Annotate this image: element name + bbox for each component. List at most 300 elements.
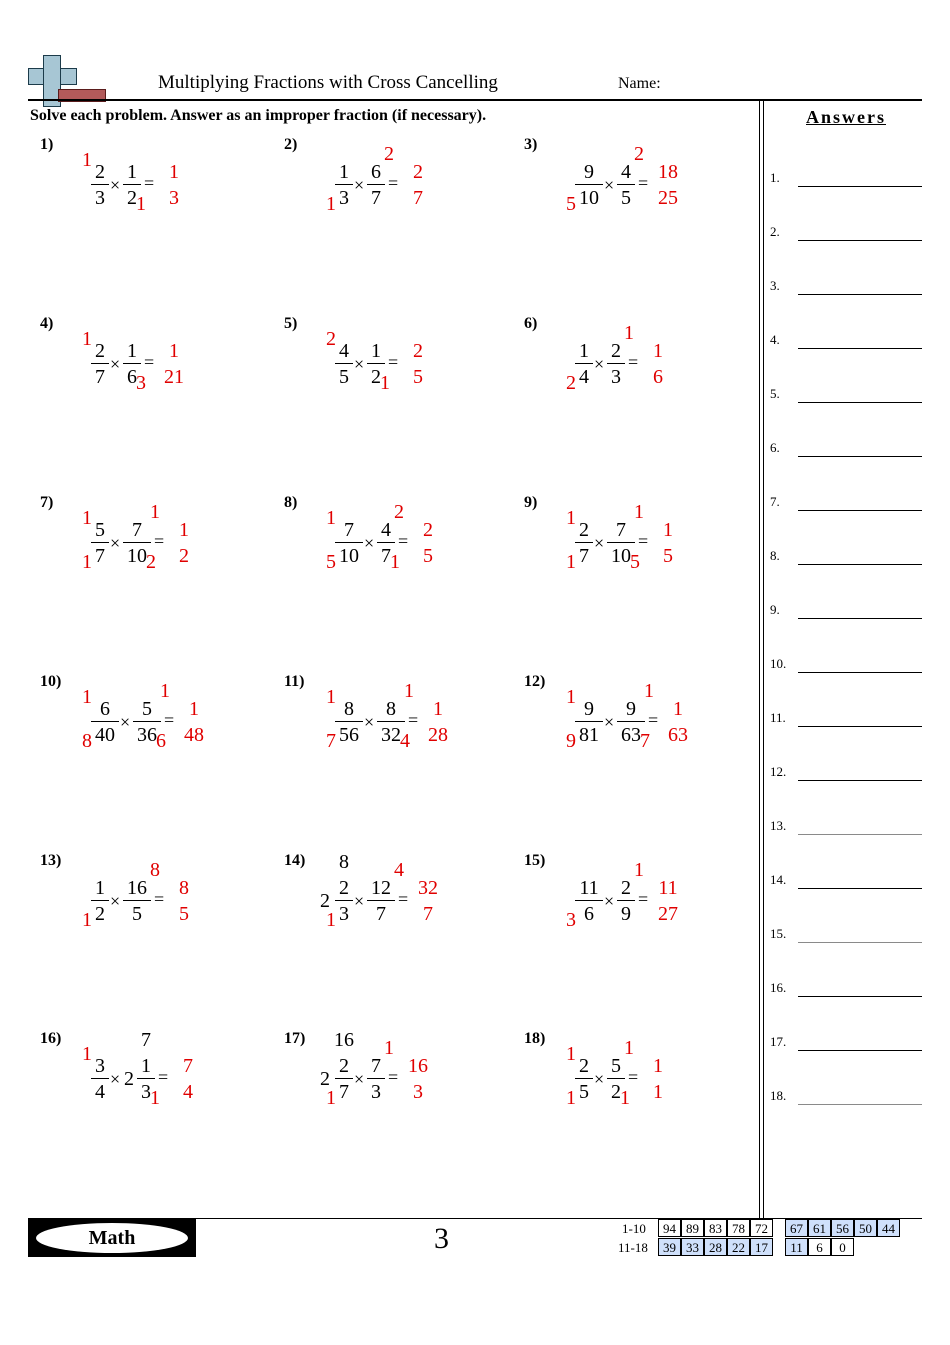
answer-denominator: 7 xyxy=(423,903,433,925)
numerator: 12 xyxy=(371,877,391,899)
answer-line[interactable] xyxy=(798,780,922,781)
fraction-bar xyxy=(91,721,119,722)
fraction-bar xyxy=(335,542,363,543)
denominator: 40 xyxy=(95,724,115,746)
problem xyxy=(524,852,744,942)
cross-cancel-value: 1 xyxy=(634,859,644,881)
answer-numerator: 7 xyxy=(183,1055,193,1077)
cross-cancel-value: 1 xyxy=(620,1087,630,1109)
answer-line[interactable] xyxy=(798,834,922,835)
problem xyxy=(40,673,260,763)
denominator: 4 xyxy=(95,1081,105,1103)
problem xyxy=(284,315,504,405)
equals-sign: = xyxy=(144,173,155,193)
numerator: 7 xyxy=(344,519,354,541)
numerator: 2 xyxy=(339,877,349,899)
answer-numerator: 1 xyxy=(663,519,673,541)
cross-cancel-value: 1 xyxy=(150,501,160,523)
denominator: 3 xyxy=(339,903,349,925)
numerator: 2 xyxy=(95,340,105,362)
cross-cancel-value: 4 xyxy=(394,859,404,881)
answer-number: 13. xyxy=(770,818,787,833)
problem-number: 5) xyxy=(284,315,298,332)
score-cell: 61 xyxy=(808,1219,831,1237)
answers-title: Answers xyxy=(806,107,886,127)
cross-cancel-value: 4 xyxy=(400,730,410,752)
worksheet-title: Multiplying Fractions with Cross Cancelling xyxy=(158,72,498,93)
numerator: 1 xyxy=(579,340,589,362)
denominator: 7 xyxy=(95,545,105,567)
problem xyxy=(40,315,260,405)
cross-cancel-value: 2 xyxy=(566,372,576,394)
denominator: 56 xyxy=(339,724,359,746)
problem xyxy=(524,1030,744,1120)
numerator: 1 xyxy=(127,340,137,362)
problem xyxy=(284,494,504,584)
cross-cancel-value: 1 xyxy=(136,193,146,215)
cross-cancel-value: 3 xyxy=(136,372,146,394)
fraction-bar xyxy=(91,1078,109,1079)
answer-denominator: 4 xyxy=(183,1081,193,1103)
denominator: 3 xyxy=(371,1081,381,1103)
denominator: 81 xyxy=(579,724,599,746)
numerator: 7 xyxy=(616,519,626,541)
cross-cancel-value: 1 xyxy=(644,680,654,702)
equals-sign: = xyxy=(388,352,399,372)
denominator: 6 xyxy=(584,903,594,925)
problem-number: 12) xyxy=(524,673,546,690)
cross-cancel-value: 1 xyxy=(160,680,170,702)
numerator: 7 xyxy=(132,519,142,541)
denominator: 10 xyxy=(579,187,599,209)
cross-cancel-value: 2 xyxy=(394,501,404,523)
answer-line[interactable] xyxy=(798,942,922,943)
problem-number: 3) xyxy=(524,136,538,153)
problem xyxy=(40,494,260,584)
score-cell: 0 xyxy=(831,1238,854,1256)
times-sign: × xyxy=(354,175,365,195)
cross-cancel-value: 1 xyxy=(566,1043,576,1065)
problem xyxy=(524,673,744,763)
cross-cancel-value: 1 xyxy=(390,551,400,573)
math-badge-label: Math xyxy=(36,1223,188,1253)
denominator: 2 xyxy=(95,903,105,925)
problem-number: 15) xyxy=(524,852,546,869)
score-cell: 83 xyxy=(704,1219,727,1237)
answer-denominator: 5 xyxy=(179,903,189,925)
fraction-bar xyxy=(123,542,151,543)
problem-number: 14) xyxy=(284,852,306,869)
problem-number: 2) xyxy=(284,136,298,153)
answer-numerator: 1 xyxy=(189,698,199,720)
numerator: 7 xyxy=(371,1055,381,1077)
equals-sign: = xyxy=(628,352,639,372)
cross-cancel-value: 1 xyxy=(82,328,92,350)
answer-line[interactable] xyxy=(798,672,922,673)
answer-denominator: 3 xyxy=(413,1081,423,1103)
answer-line[interactable] xyxy=(798,1050,922,1051)
fraction-bar xyxy=(575,542,593,543)
numerator: 2 xyxy=(339,1055,349,1077)
instructions: Solve each problem. Answer as an improper fraction (if necessary). xyxy=(30,107,487,124)
answer-line[interactable] xyxy=(798,240,922,241)
problem-number: 1) xyxy=(40,136,54,153)
problem xyxy=(284,1030,504,1120)
denominator: 5 xyxy=(621,187,631,209)
math-badge xyxy=(28,1219,196,1257)
problem xyxy=(40,136,260,226)
times-sign: × xyxy=(604,175,615,195)
answer-numerator: 1 xyxy=(169,340,179,362)
denominator: 7 xyxy=(371,187,381,209)
answer-denominator: 21 xyxy=(164,366,184,388)
numerator: 16 xyxy=(127,877,147,899)
answer-denominator: 1 xyxy=(653,1081,663,1103)
fraction-bar xyxy=(91,542,109,543)
answer-number: 18. xyxy=(770,1088,787,1103)
cross-cancel-value: 9 xyxy=(566,730,576,752)
cross-cancel-value: 1 xyxy=(82,149,92,171)
numerator: 2 xyxy=(611,340,621,362)
cross-cancel-value: 1 xyxy=(326,686,336,708)
equals-sign: = xyxy=(628,1067,639,1087)
denominator: 7 xyxy=(95,366,105,388)
numerator: 6 xyxy=(100,698,110,720)
denominator: 5 xyxy=(339,366,349,388)
numerator: 9 xyxy=(626,698,636,720)
whole-number: 2 xyxy=(320,1068,330,1090)
problem-number: 11) xyxy=(284,673,305,690)
answer-number: 8. xyxy=(770,548,780,563)
score-cell: 56 xyxy=(831,1219,854,1237)
equals-sign: = xyxy=(158,1067,169,1087)
problem-number: 9) xyxy=(524,494,538,511)
times-sign: × xyxy=(110,533,121,553)
cross-cancel-value: 6 xyxy=(156,730,166,752)
fraction-bar xyxy=(123,363,141,364)
equals-sign: = xyxy=(154,531,165,551)
times-sign: × xyxy=(110,354,121,374)
fraction-bar xyxy=(575,900,603,901)
denominator: 2 xyxy=(371,366,381,388)
fraction-bar xyxy=(91,184,109,185)
times-sign: × xyxy=(110,891,121,911)
fraction-bar xyxy=(575,721,603,722)
numerator: 8 xyxy=(344,698,354,720)
answer-line[interactable] xyxy=(798,996,922,997)
denominator: 32 xyxy=(381,724,401,746)
times-sign: × xyxy=(354,354,365,374)
answer-denominator: 6 xyxy=(653,366,663,388)
answer-numerator: 16 xyxy=(408,1055,428,1077)
problem xyxy=(40,1030,260,1120)
denominator: 36 xyxy=(137,724,157,746)
cross-cancel-value: 1 xyxy=(82,686,92,708)
answer-line[interactable] xyxy=(798,456,922,457)
cross-cancel-value: 7 xyxy=(326,730,336,752)
answer-denominator: 7 xyxy=(413,187,423,209)
answer-line[interactable] xyxy=(798,1104,922,1105)
cross-cancel-value: 1 xyxy=(82,507,92,529)
answer-number: 6. xyxy=(770,440,780,455)
equals-sign: = xyxy=(388,173,399,193)
fraction-bar xyxy=(91,363,109,364)
problem-number: 10) xyxy=(40,673,62,690)
numerator: 4 xyxy=(621,161,631,183)
answer-denominator: 28 xyxy=(428,724,448,746)
cross-cancel-value: 2 xyxy=(634,143,644,165)
problem-number: 16) xyxy=(40,1030,62,1047)
cross-cancel-value: 2 xyxy=(326,328,336,350)
answer-numerator: 1 xyxy=(433,698,443,720)
problem-number: 6) xyxy=(524,315,538,332)
answer-numerator: 2 xyxy=(413,340,423,362)
score-cell: 89 xyxy=(681,1219,704,1237)
score-cell: 28 xyxy=(704,1238,727,1256)
score-cell: 44 xyxy=(877,1219,900,1237)
answers-divider-left xyxy=(759,101,760,1219)
answer-denominator: 3 xyxy=(169,187,179,209)
fraction-bar xyxy=(133,721,161,722)
answer-number: 12. xyxy=(770,764,787,779)
fraction-bar xyxy=(335,1078,353,1079)
cross-cancel-value: 1 xyxy=(404,680,414,702)
denominator: 7 xyxy=(579,545,589,567)
cross-cancel-value: 2 xyxy=(384,143,394,165)
cross-cancel-value: 7 xyxy=(640,730,650,752)
whole-number: 2 xyxy=(320,890,330,912)
answer-numerator: 1 xyxy=(179,519,189,541)
score-label-11-18: 11-18 xyxy=(618,1240,648,1255)
fraction-bar xyxy=(137,1078,155,1079)
denominator: 6 xyxy=(127,366,137,388)
cross-cancel-value: 1 xyxy=(150,1087,160,1109)
numerator: 4 xyxy=(339,340,349,362)
fraction-bar xyxy=(607,542,635,543)
problem-number: 7) xyxy=(40,494,54,511)
answer-numerator: 1 xyxy=(673,698,683,720)
problem xyxy=(284,852,504,942)
fraction-bar xyxy=(367,900,395,901)
cross-cancel-value: 1 xyxy=(634,501,644,523)
score-cell: 94 xyxy=(658,1219,681,1237)
denominator: 3 xyxy=(339,187,349,209)
numerator: 1 xyxy=(127,161,137,183)
answer-numerator: 2 xyxy=(413,161,423,183)
times-sign: × xyxy=(594,1069,605,1089)
answer-line[interactable] xyxy=(798,348,922,349)
answer-numerator: 1 xyxy=(653,1055,663,1077)
cross-cancel-value: 2 xyxy=(146,551,156,573)
problem xyxy=(40,852,260,942)
cross-cancel-whole: 7 xyxy=(141,1029,151,1051)
answer-number: 16. xyxy=(770,980,787,995)
answer-numerator: 8 xyxy=(179,877,189,899)
denominator: 63 xyxy=(621,724,641,746)
denominator: 10 xyxy=(127,545,147,567)
fraction-bar xyxy=(607,363,625,364)
answer-line[interactable] xyxy=(798,564,922,565)
times-sign: × xyxy=(604,891,615,911)
numerator: 1 xyxy=(339,161,349,183)
answer-number: 1. xyxy=(770,170,780,185)
cross-cancel-value: 1 xyxy=(326,193,336,215)
name-label: Name: xyxy=(618,75,661,92)
answer-line[interactable] xyxy=(798,510,922,511)
numerator: 1 xyxy=(95,877,105,899)
cross-cancel-value: 3 xyxy=(566,909,576,931)
cross-cancel-value: 1 xyxy=(624,1037,634,1059)
numerator: 2 xyxy=(621,877,631,899)
score-cell: 22 xyxy=(727,1238,750,1256)
answer-number: 5. xyxy=(770,386,780,401)
fraction-bar xyxy=(575,363,593,364)
numerator: 1 xyxy=(371,340,381,362)
numerator: 8 xyxy=(386,698,396,720)
numerator: 11 xyxy=(579,877,599,899)
denominator: 9 xyxy=(621,903,631,925)
numerator: 9 xyxy=(584,698,594,720)
answer-line[interactable] xyxy=(798,294,922,295)
equals-sign: = xyxy=(638,889,649,909)
cross-cancel-whole: 16 xyxy=(334,1029,354,1051)
problem-number: 13) xyxy=(40,852,62,869)
answer-line[interactable] xyxy=(798,402,922,403)
times-sign: × xyxy=(354,891,365,911)
answer-denominator: 5 xyxy=(413,366,423,388)
problem-number: 4) xyxy=(40,315,54,332)
denominator: 2 xyxy=(127,187,137,209)
numerator: 1 xyxy=(141,1055,151,1077)
times-sign: × xyxy=(120,712,131,732)
header-divider xyxy=(28,99,922,101)
fraction-bar xyxy=(367,1078,385,1079)
answer-numerator: 2 xyxy=(423,519,433,541)
problem xyxy=(524,136,744,226)
cross-cancel-value: 1 xyxy=(624,322,634,344)
page-number: 3 xyxy=(434,1222,449,1255)
score-cell: 6 xyxy=(808,1238,831,1256)
equals-sign: = xyxy=(398,889,409,909)
fraction-bar xyxy=(575,1078,593,1079)
answer-number: 17. xyxy=(770,1034,787,1049)
answer-line[interactable] xyxy=(798,186,922,187)
score-cell: 67 xyxy=(785,1219,808,1237)
numerator: 2 xyxy=(95,161,105,183)
answer-numerator: 18 xyxy=(658,161,678,183)
denominator: 7 xyxy=(376,903,386,925)
whole-number: 2 xyxy=(124,1068,134,1090)
score-cell: 39 xyxy=(658,1238,681,1256)
answer-denominator: 48 xyxy=(184,724,204,746)
answer-denominator: 63 xyxy=(668,724,688,746)
times-sign: × xyxy=(594,354,605,374)
numerator: 5 xyxy=(611,1055,621,1077)
score-cell: 11 xyxy=(785,1238,808,1256)
fraction-bar xyxy=(335,900,353,901)
numerator: 4 xyxy=(381,519,391,541)
answer-numerator: 32 xyxy=(418,877,438,899)
cross-cancel-value: 1 xyxy=(380,372,390,394)
answer-line[interactable] xyxy=(798,888,922,889)
cross-cancel-value: 1 xyxy=(326,909,336,931)
score-label-1-10: 1-10 xyxy=(622,1221,646,1236)
fraction-bar xyxy=(617,184,635,185)
times-sign: × xyxy=(354,1069,365,1089)
score-cell: 72 xyxy=(750,1219,773,1237)
cross-cancel-value: 5 xyxy=(566,193,576,215)
equals-sign: = xyxy=(638,173,649,193)
answer-numerator: 1 xyxy=(653,340,663,362)
equals-sign: = xyxy=(154,889,165,909)
equals-sign: = xyxy=(638,531,649,551)
answer-number: 10. xyxy=(770,656,787,671)
denominator: 7 xyxy=(381,545,391,567)
cross-cancel-value: 1 xyxy=(326,507,336,529)
fraction-bar xyxy=(123,900,151,901)
answer-numerator: 11 xyxy=(658,877,678,899)
equals-sign: = xyxy=(164,710,175,730)
fraction-bar xyxy=(367,184,385,185)
equals-sign: = xyxy=(398,531,409,551)
fraction-bar xyxy=(335,721,363,722)
times-sign: × xyxy=(110,1069,121,1089)
score-cell: 33 xyxy=(681,1238,704,1256)
numerator: 2 xyxy=(579,519,589,541)
answer-line[interactable] xyxy=(798,726,922,727)
answer-number: 7. xyxy=(770,494,780,509)
cross-cancel-value: 8 xyxy=(82,730,92,752)
denominator: 7 xyxy=(339,1081,349,1103)
times-sign: × xyxy=(594,533,605,553)
problem-number: 18) xyxy=(524,1030,546,1047)
fraction-bar xyxy=(123,184,141,185)
numerator: 5 xyxy=(95,519,105,541)
times-sign: × xyxy=(364,533,375,553)
cross-cancel-value: 1 xyxy=(566,507,576,529)
equals-sign: = xyxy=(648,710,659,730)
cross-cancel-value: 8 xyxy=(150,859,160,881)
answer-number: 11. xyxy=(770,710,786,725)
denominator: 4 xyxy=(579,366,589,388)
denominator: 10 xyxy=(611,545,631,567)
answer-number: 9. xyxy=(770,602,780,617)
fraction-bar xyxy=(367,363,385,364)
times-sign: × xyxy=(110,175,121,195)
answer-numerator: 1 xyxy=(169,161,179,183)
answer-number: 2. xyxy=(770,224,780,239)
cross-cancel-value: 1 xyxy=(326,1087,336,1109)
cross-cancel-value: 5 xyxy=(326,551,336,573)
problem-number: 8) xyxy=(284,494,298,511)
answer-denominator: 5 xyxy=(423,545,433,567)
cross-cancel-value: 1 xyxy=(82,551,92,573)
equals-sign: = xyxy=(408,710,419,730)
denominator: 3 xyxy=(611,366,621,388)
denominator: 5 xyxy=(132,903,142,925)
cross-cancel-value: 1 xyxy=(566,686,576,708)
denominator: 2 xyxy=(611,1081,621,1103)
fraction-bar xyxy=(335,184,353,185)
score-cell: 17 xyxy=(750,1238,773,1256)
times-sign: × xyxy=(604,712,615,732)
problem xyxy=(284,136,504,226)
fraction-bar xyxy=(575,184,603,185)
numerator: 3 xyxy=(95,1055,105,1077)
answer-number: 14. xyxy=(770,872,787,887)
answer-line[interactable] xyxy=(798,618,922,619)
answer-denominator: 2 xyxy=(179,545,189,567)
